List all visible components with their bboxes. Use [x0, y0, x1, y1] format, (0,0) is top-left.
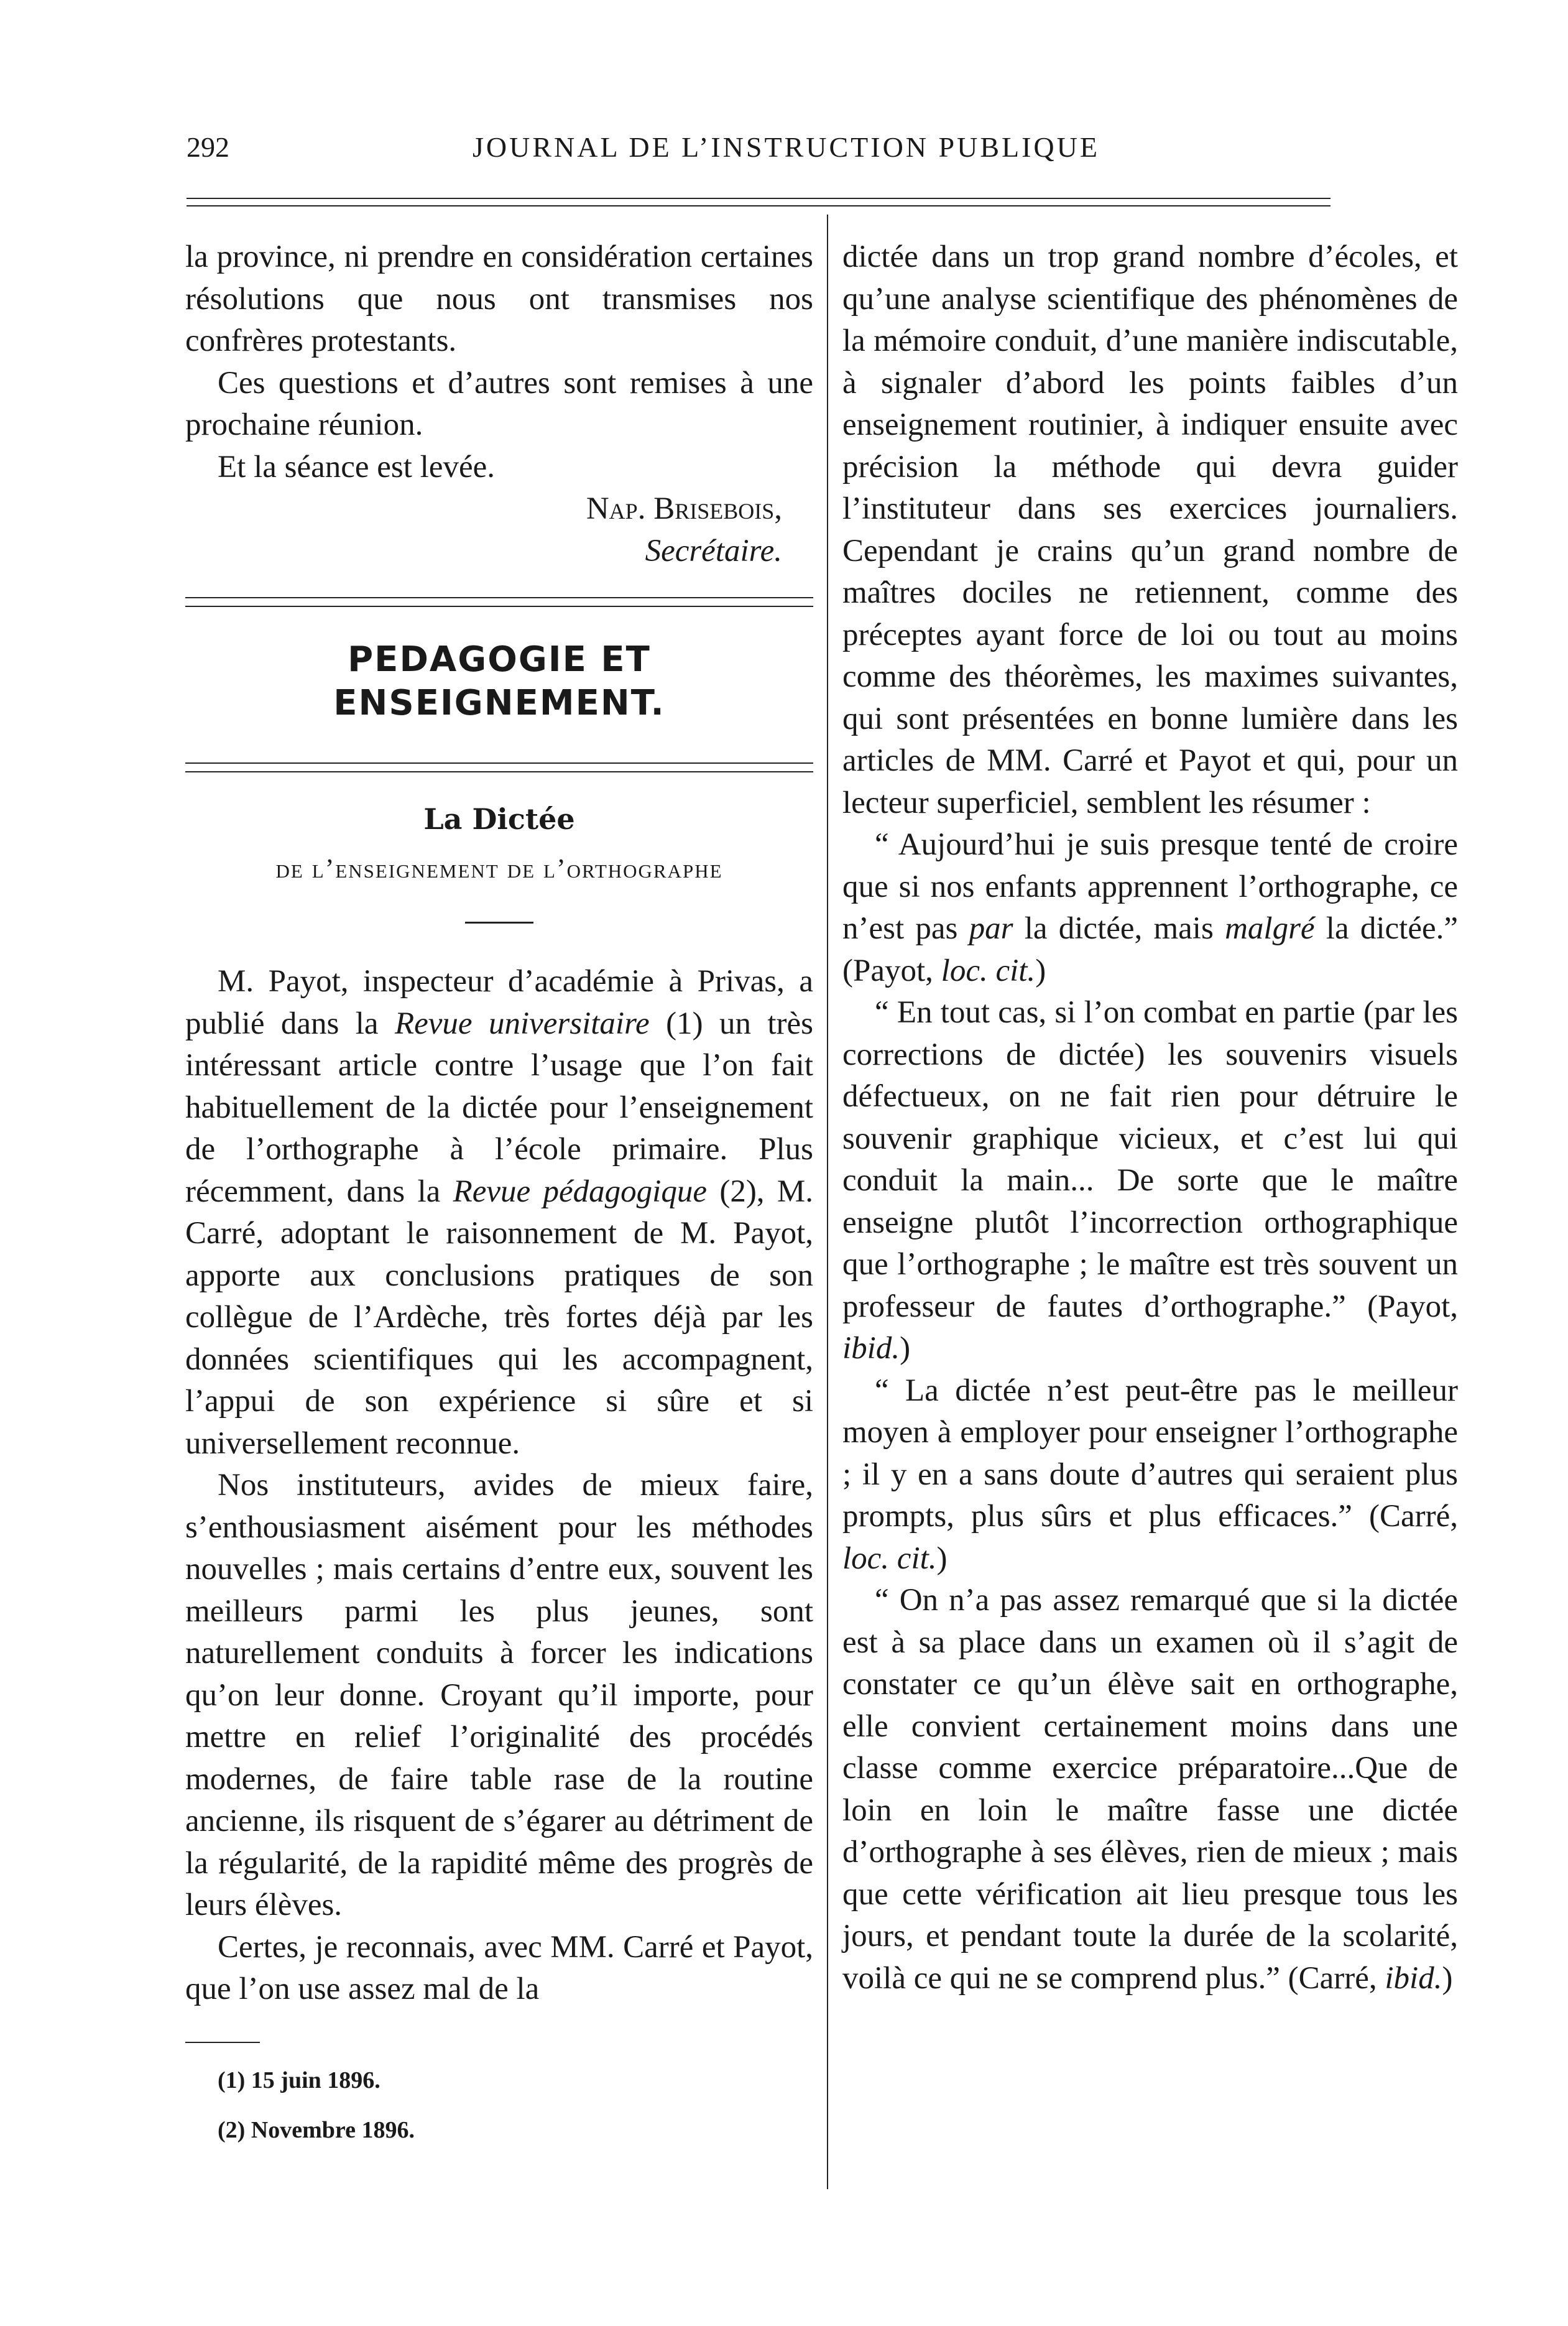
- section-divider: [185, 597, 813, 607]
- footnote: (2) Novembre 1896.: [218, 2116, 415, 2143]
- section-divider: [185, 762, 813, 772]
- footnote-rule: [185, 2042, 260, 2043]
- column-separator: [827, 215, 828, 2189]
- signature-title-text: Secrétaire.: [645, 533, 782, 568]
- text-run: “ On n’a pas assez remarqué que si la dictée est à sa place dans un examen où il s’agit de constater ce qu’un élève sait en orthographe, elle convient certainement moins dans une classe comme exercice préparatoire...Que de loin en loin le maître fasse une dictée d’orthographe à ses élèves, rien de mieux ; mais que cette vérification ait lieu presque tous les jours, et pendant toute la durée de la scolarité, voilà ce qui ne se comprend plus.” (Carré,: [842, 1583, 1458, 1996]
- paragraph: la province, ni prendre en considération certaines résolutions que nous ont transmises nos confrères protestants.: [185, 239, 813, 358]
- header-rule: [187, 198, 1330, 199]
- text-run: ): [1442, 1960, 1453, 1996]
- header-rule-secondary: [187, 205, 1330, 206]
- article-subtitle: de l’enseignement de l’orthographe: [275, 853, 723, 884]
- page-number: 292: [187, 131, 229, 163]
- citation: loc. cit.: [941, 953, 1036, 988]
- emphasis: malgré: [1225, 911, 1315, 946]
- text-run: ): [900, 1331, 911, 1366]
- left-column: [185, 236, 813, 2155]
- quote-paragraph: [842, 992, 1458, 1370]
- running-head: JOURNAL DE L’INSTRUCTION PUBLIQUE: [473, 131, 1100, 163]
- text-run: “ La dictée n’est peut-être pas le meilleur moyen à employer pour enseigner l’orthographe ; il y en a sans doute d’autres qui seraient plus prompts, plus sûrs et plus efficaces.” (Carré,: [842, 1373, 1458, 1534]
- journal-title: Revue universitaire: [394, 1006, 650, 1041]
- journal-title: Revue pédagogique: [453, 1174, 707, 1209]
- text-run: (2), M. Carré, adoptant le raisonnement de M. Payot, apporte aux conclusions pratiques de son collègue de l’Ardèche, très fortes déjà par les données scientifiques qui les accompagnent, l’appui de son expérience si sûre et si universellement reconnue.: [185, 1174, 813, 1461]
- text-run: M. Payot, inspecteur d’académie à Privas, a publié dans la: [185, 964, 813, 1041]
- citation: loc. cit.: [842, 1541, 937, 1576]
- paragraph: Ces questions et d’autres sont remises à une prochaine réunion.: [185, 365, 813, 442]
- paragraph: Certes, je reconnais, avec MM. Carré et Payot, que l’on use assez mal de la: [185, 1929, 813, 2006]
- text-run: ): [1035, 953, 1046, 988]
- quote-paragraph: [842, 824, 1458, 992]
- article-title: La Dictée: [423, 802, 575, 836]
- text-run: la dictée.” (Payot,: [842, 911, 1458, 988]
- text-run: la dictée, mais: [1013, 911, 1225, 946]
- paragraph: Et la séance est levée.: [218, 449, 496, 484]
- text-run: ): [936, 1541, 948, 1576]
- quote-paragraph: [842, 1580, 1458, 1999]
- text-run: (1) un très intéressant article contre l’usage que l’on fait habituellement de la dictée pour l’enseignement de l’orthographe à l’école primaire. Plus récemment, dans la: [185, 1006, 814, 1209]
- right-column: [842, 236, 1458, 1999]
- signature-title: [185, 531, 813, 573]
- paragraph: [185, 961, 813, 1465]
- emphasis: par: [969, 911, 1013, 946]
- text-run: “ Aujourd’hui je suis presque tenté de croire que si nos enfants apprennent l’orthographe, ce n’est pas: [842, 827, 1458, 946]
- citation: ibid.: [842, 1331, 900, 1366]
- paragraph: dictée dans un trop grand nombre d’écoles, et qu’une analyse scientifique des phénomènes de la mémoire conduit, d’une manière indiscutable, à signaler d’abord les points faibles d’un enseignement routinier, à indiquer ensuite avec précision la méthode qui devra guider l’instituteur dans ses exercices journaliers. Cependant je crains qu’un grand nombre de maîtres dociles ne retiennent, comme des préceptes ayant force de loi ou tout au moins comme des théorèmes, les maximes suivantes, qui sont présentées en bonne lumière dans les articles de MM. Carré et Payot et qui, pour un lecteur superficiel, semblent les résumer :: [842, 239, 1458, 820]
- citation: ibid.: [1385, 1960, 1442, 1996]
- footnote: (1) 15 juin 1896.: [218, 2067, 380, 2093]
- paragraph: Nos instituteurs, avides de mieux faire, s’enthousiasment aisément pour les méthodes nouvelles ; mais certains d’entre eux, souvent les meilleurs parmi les plus jeunes, sont naturellement conduits à forcer les indications qu’on leur donne. Croyant qu’il importe, pour mettre en relief l’originalité des procédés modernes, de faire table rase de la routine ancienne, ils risquent de s’égarer au détriment de la régularité, de la rapidité même des progrès de leurs élèves.: [185, 1468, 813, 1922]
- section-title: PEDAGOGIE ET ENSEIGNEMENT.: [333, 639, 665, 723]
- text-run: “ En tout cas, si l’on combat en partie (par les corrections de dictée) les souvenirs visuels défectueux, on ne fait rien pour détruire le souvenir graphique vicieux, et c’est lui qui conduit la main... De sorte que le maître enseigne plutôt l’incorrection orthographique que l’orthographe ; le maître est très souvent un professeur de fautes d’orthographe.” (Payot,: [842, 995, 1458, 1324]
- quote-paragraph: [842, 1370, 1458, 1580]
- page-header: [187, 131, 1330, 168]
- signature-name-text: Nap. Brisebois,: [586, 491, 782, 526]
- signature-name: [185, 488, 813, 531]
- title-rule: [465, 922, 533, 924]
